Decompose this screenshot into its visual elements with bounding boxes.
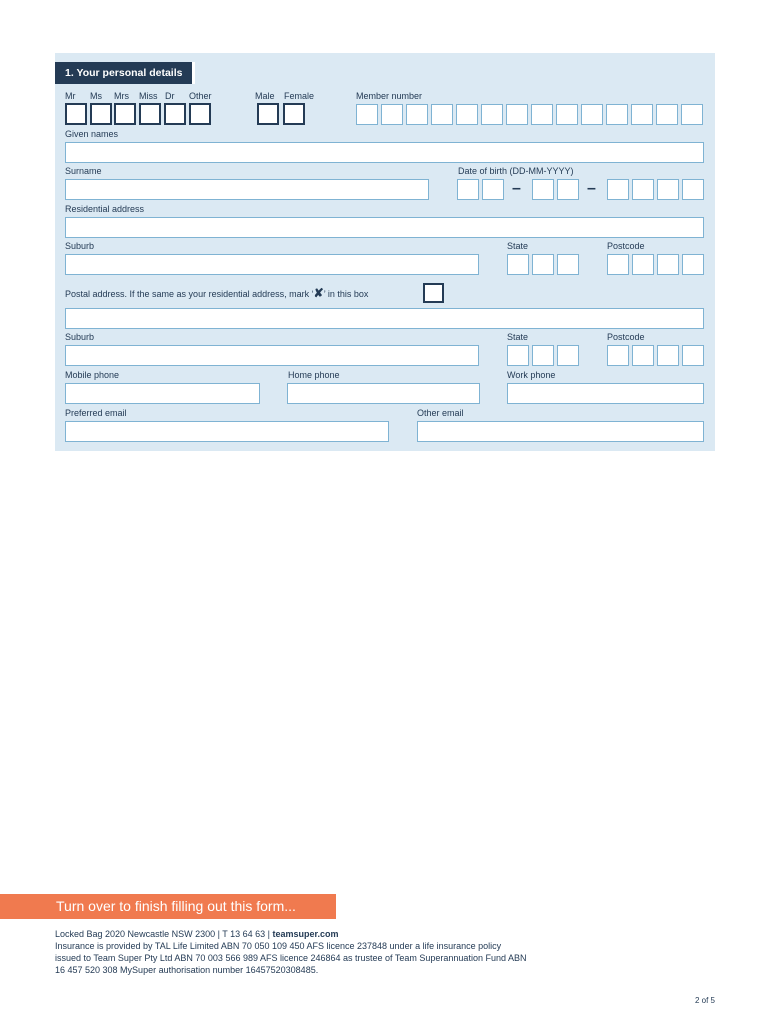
title-checkbox-mr[interactable] bbox=[65, 103, 87, 125]
title-label-miss: Miss bbox=[139, 91, 158, 101]
residential-postcode-digit[interactable] bbox=[607, 254, 629, 275]
title-label-mr: Mr bbox=[65, 91, 76, 101]
postal-same-as-residential-checkbox[interactable] bbox=[423, 283, 444, 303]
dob-month-digit[interactable] bbox=[557, 179, 579, 200]
page-number: 2 of 5 bbox=[694, 996, 715, 1005]
residential-state-label: State bbox=[507, 241, 529, 251]
gender-label-male: Male bbox=[255, 91, 275, 101]
postal-address-input[interactable] bbox=[65, 308, 704, 329]
postal-state-char[interactable] bbox=[507, 345, 529, 366]
member-number-digit[interactable] bbox=[456, 104, 478, 125]
member-number-digit[interactable] bbox=[381, 104, 403, 125]
postal-postcode-digit[interactable] bbox=[607, 345, 629, 366]
gender-checkbox-male[interactable] bbox=[257, 103, 279, 125]
member-number-digit[interactable] bbox=[506, 104, 528, 125]
postal-postcode-label: Postcode bbox=[607, 332, 645, 342]
other-email-input[interactable] bbox=[417, 421, 704, 442]
postal-address-label-suffix: ’ in this box bbox=[323, 289, 369, 299]
cross-mark-icon: ✘ bbox=[313, 286, 324, 300]
given-names-label: Given names bbox=[65, 129, 119, 139]
residential-address-label: Residential address bbox=[65, 204, 145, 214]
postal-postcode-digit[interactable] bbox=[682, 345, 704, 366]
footer-legal-line-2: issued to Team Super Pty Ltd ABN 70 003 566 989 AFS licence 246864 as trustee of Team Superannuation Fund ABN bbox=[55, 953, 527, 963]
dob-year-digit[interactable] bbox=[632, 179, 654, 200]
dob-separator: – bbox=[512, 180, 521, 197]
member-number-digit[interactable] bbox=[681, 104, 703, 125]
member-number-label: Member number bbox=[356, 91, 423, 101]
dob-year-digit[interactable] bbox=[657, 179, 679, 200]
residential-suburb-label: Suburb bbox=[65, 241, 95, 251]
dob-year-digit[interactable] bbox=[607, 179, 629, 200]
footer-website-link[interactable]: teamsuper.com bbox=[272, 929, 339, 939]
mobile-phone-label: Mobile phone bbox=[65, 370, 120, 380]
postal-suburb-label: Suburb bbox=[65, 332, 95, 342]
surname-label: Surname bbox=[65, 166, 102, 176]
residential-postcode-digit[interactable] bbox=[682, 254, 704, 275]
title-label-dr: Dr bbox=[165, 91, 175, 101]
title-checkbox-mrs[interactable] bbox=[114, 103, 136, 125]
footer-legal-line-1: Insurance is provided by TAL Life Limited ABN 70 050 109 450 AFS licence 237848 under a life insurance policy bbox=[55, 941, 502, 951]
work-phone-label: Work phone bbox=[507, 370, 556, 380]
postal-postcode-digit[interactable] bbox=[657, 345, 679, 366]
member-number-digit[interactable] bbox=[606, 104, 628, 125]
title-label-mrs: Mrs bbox=[114, 91, 129, 101]
residential-state-char[interactable] bbox=[532, 254, 554, 275]
section-title: 1. Your personal details bbox=[55, 62, 195, 84]
dob-day-digit[interactable] bbox=[457, 179, 479, 200]
title-checkbox-dr[interactable] bbox=[164, 103, 186, 125]
title-label-other: Other bbox=[189, 91, 212, 101]
gender-checkbox-female[interactable] bbox=[283, 103, 305, 125]
residential-postcode-label: Postcode bbox=[607, 241, 645, 251]
member-number-digit[interactable] bbox=[406, 104, 428, 125]
member-number-digit[interactable] bbox=[581, 104, 603, 125]
member-number-digit[interactable] bbox=[356, 104, 378, 125]
dob-separator: – bbox=[587, 180, 596, 197]
postal-address-label bbox=[65, 288, 368, 300]
postal-state-char[interactable] bbox=[557, 345, 579, 366]
member-number-digit[interactable] bbox=[481, 104, 503, 125]
dob-day-digit[interactable] bbox=[482, 179, 504, 200]
dob-year-digit[interactable] bbox=[682, 179, 704, 200]
member-number-digit[interactable] bbox=[631, 104, 653, 125]
other-email-label: Other email bbox=[417, 408, 464, 418]
preferred-email-input[interactable] bbox=[65, 421, 389, 442]
footer-legal-line-3: 16 457 520 308 MySuper authorisation number 16457520308485. bbox=[55, 965, 319, 975]
member-number-digit[interactable] bbox=[431, 104, 453, 125]
postal-state-char[interactable] bbox=[532, 345, 554, 366]
home-phone-input[interactable] bbox=[287, 383, 480, 404]
residential-suburb-input[interactable] bbox=[65, 254, 479, 275]
member-number-digit[interactable] bbox=[531, 104, 553, 125]
home-phone-label: Home phone bbox=[288, 370, 340, 380]
mobile-phone-input[interactable] bbox=[65, 383, 260, 404]
postal-address-label-text: Postal address. If the same as your residential address, mark ‘ bbox=[65, 289, 314, 299]
turn-over-banner: Turn over to finish filling out this form... bbox=[0, 894, 336, 919]
postal-state-label: State bbox=[507, 332, 529, 342]
surname-input[interactable] bbox=[65, 179, 429, 200]
title-checkbox-miss[interactable] bbox=[139, 103, 161, 125]
footer-address-line bbox=[55, 929, 339, 941]
dob-label: Date of birth (DD-MM-YYYY) bbox=[458, 166, 574, 176]
preferred-email-label: Preferred email bbox=[65, 408, 127, 418]
residential-postcode-digit[interactable] bbox=[657, 254, 679, 275]
work-phone-input[interactable] bbox=[507, 383, 704, 404]
member-number-digit[interactable] bbox=[656, 104, 678, 125]
residential-postcode-digit[interactable] bbox=[632, 254, 654, 275]
residential-address-input[interactable] bbox=[65, 217, 704, 238]
title-checkbox-other[interactable] bbox=[189, 103, 211, 125]
footer-address-text: Locked Bag 2020 Newcastle NSW 2300 | T 13 64 63 | bbox=[55, 929, 273, 939]
title-checkbox-ms[interactable] bbox=[90, 103, 112, 125]
dob-month-digit[interactable] bbox=[532, 179, 554, 200]
title-label-ms: Ms bbox=[90, 91, 102, 101]
residential-state-char[interactable] bbox=[557, 254, 579, 275]
given-names-input[interactable] bbox=[65, 142, 704, 163]
gender-label-female: Female bbox=[284, 91, 315, 101]
residential-state-char[interactable] bbox=[507, 254, 529, 275]
member-number-digit[interactable] bbox=[556, 104, 578, 125]
postal-postcode-digit[interactable] bbox=[632, 345, 654, 366]
postal-suburb-input[interactable] bbox=[65, 345, 479, 366]
